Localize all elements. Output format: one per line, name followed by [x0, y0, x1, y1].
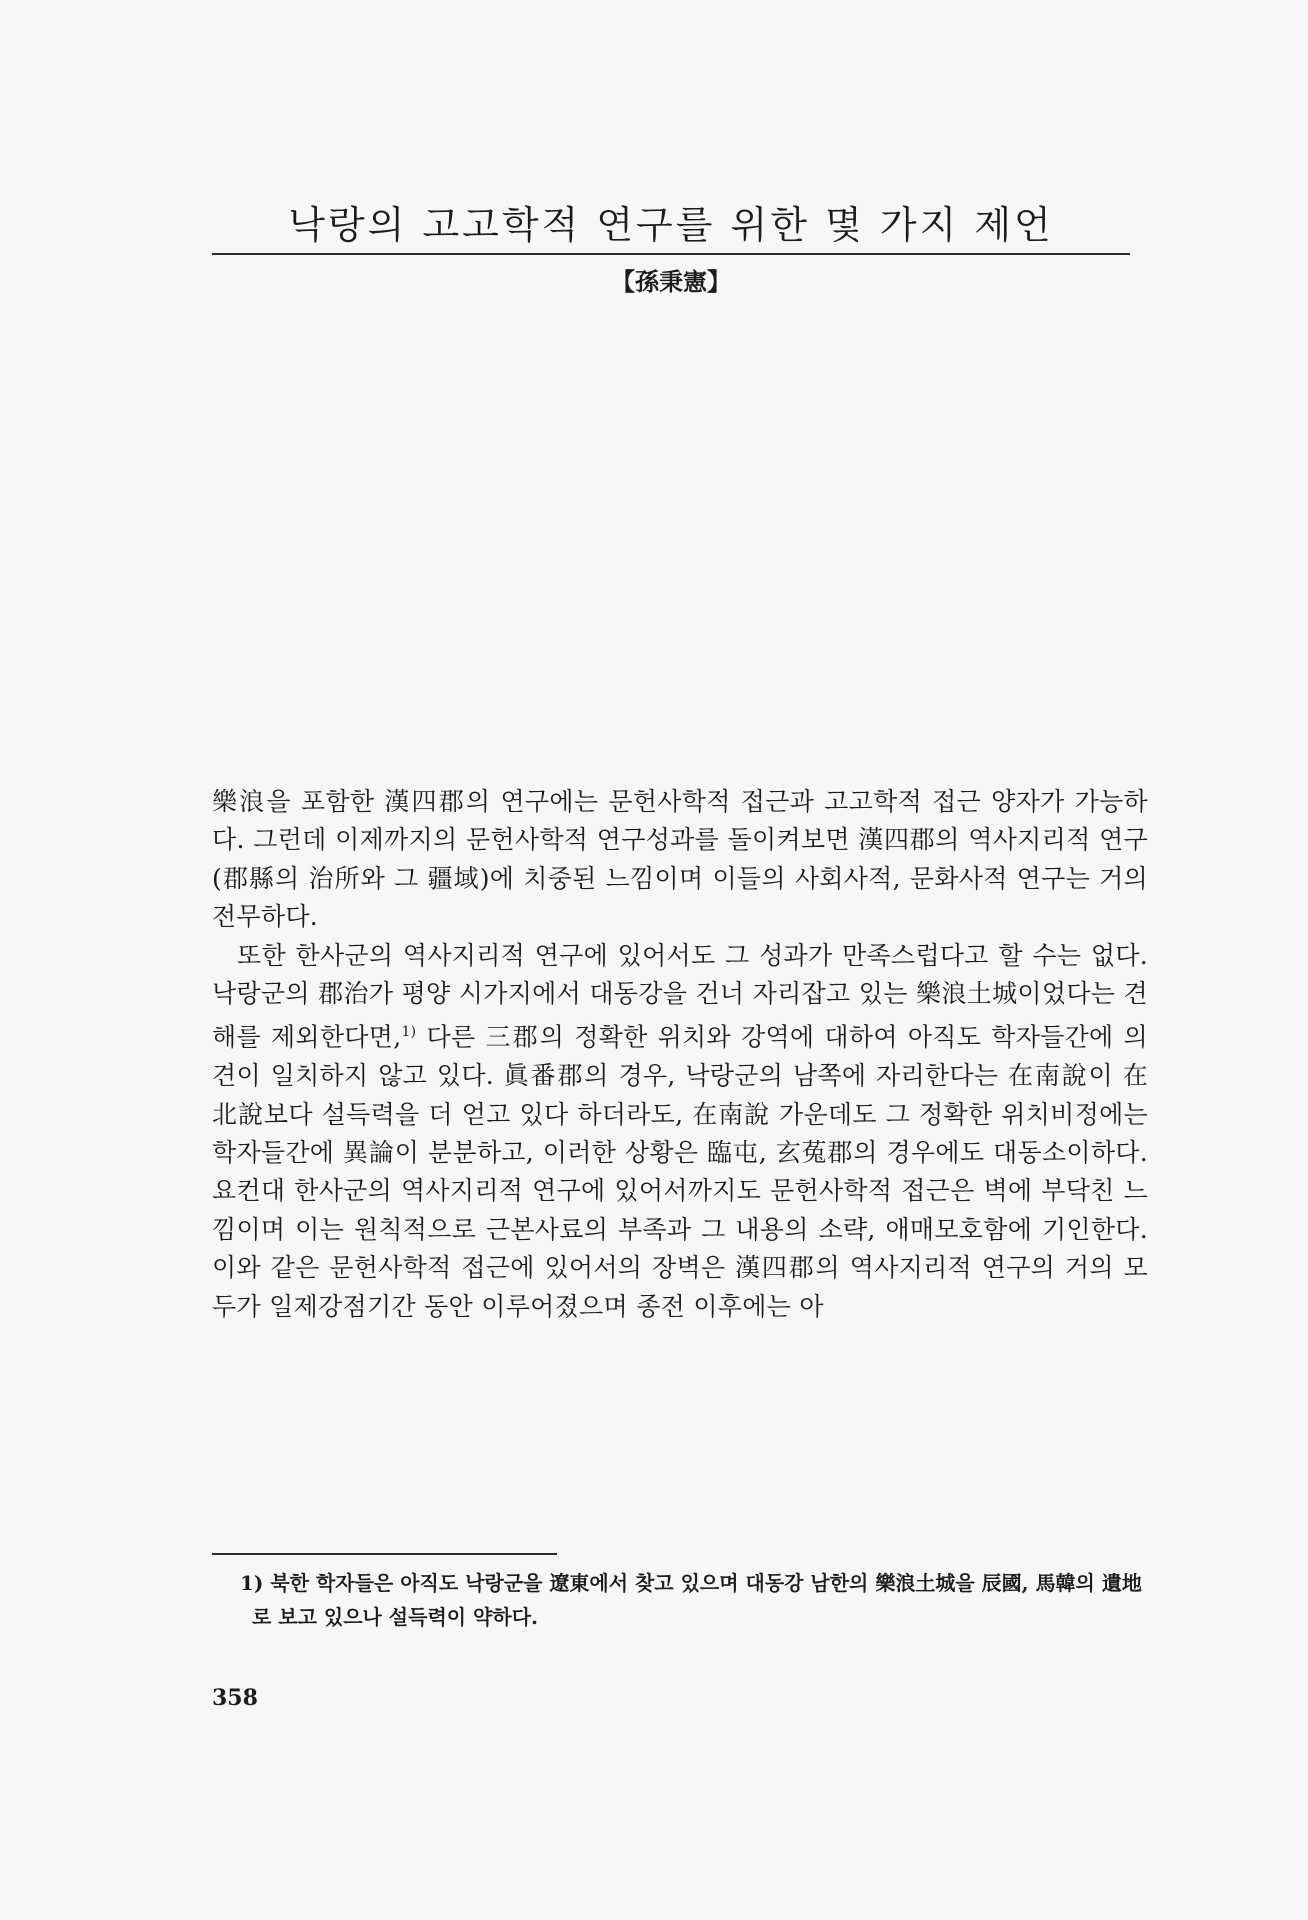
- title-rule: [212, 253, 1130, 255]
- footnote-marker: 1): [240, 1571, 264, 1595]
- paragraph-1: 樂浪을 포함한 漢四郡의 연구에는 문헌사학적 접근과 고고학적 접근 양자가 가능하다. 그런데 이제까지의 문헌사학적 연구성과를 돌이켜보면 漢四郡의 역사지리적 연구(郡縣의 治所와 그 疆域)에 치중된 느낌이며 이들의 사회사적, 문화사적 연구는 거의 전무하다.: [212, 787, 1148, 932]
- page-title: 낙랑의 고고학적 연구를 위한 몇 가지 제언: [288, 203, 1054, 247]
- footnote-reference: 1): [401, 1024, 417, 1041]
- body-text: [212, 783, 1148, 1326]
- footnote-text: 북한 학자들은 아직도 낙랑군을 遼東에서 찾고 있으며 대동강 남한의 樂浪土城을 辰國, 馬韓의 遺地로 보고 있으나 설득력이 약하다.: [252, 1571, 1142, 1629]
- paragraph-2-part-2: 다른 三郡의 정확한 위치와 강역에 대하여 아직도 학자들간에 의견이 일치하지 않고 있다. 眞番郡의 경우, 낙랑군의 남쪽에 자리한다는 在南說이 在北說보다 설득력을 더 얻고 있다 하더라도, 在南說 가운데도 그 정확한 위치비정에는 학자들간에 異論이 분분하고, 이러한 상황은 臨屯, 玄菟郡의 경우에도 대동소이하다. 요컨대 한사군의 역사지리적 연구에 있어서까지도 문헌사학적 접근은 벽에 부닥친 느낌이며 이는 원칙적으로 근본사료의 부족과 그 내용의 소략, 애매모호함에 기인한다. 이와 같은 문헌사학적 접근에 있어서의 장벽은 漢四郡의 역사지리적 연구의 거의 모두가 일제강점기간 동안 이루어졌으며 종전 이후에는 아: [212, 1022, 1148, 1321]
- paragraph-2-part-1: 또한 한사군의 역사지리적 연구에 있어서도 그 성과가 만족스럽다고 할 수는 없다. 낙랑군의 郡治가 평양 시가지에서 대동강을 건너 자리잡고 있는 樂浪土城이었다는 견해를 제외한다면,: [212, 940, 1148, 1052]
- author-name: 【孫秉憲】: [611, 267, 731, 296]
- page-number: 358: [212, 1685, 258, 1711]
- footnote-rule: [212, 1553, 557, 1555]
- footnote: [240, 1566, 1160, 1634]
- paragraph-2: [212, 937, 1148, 1326]
